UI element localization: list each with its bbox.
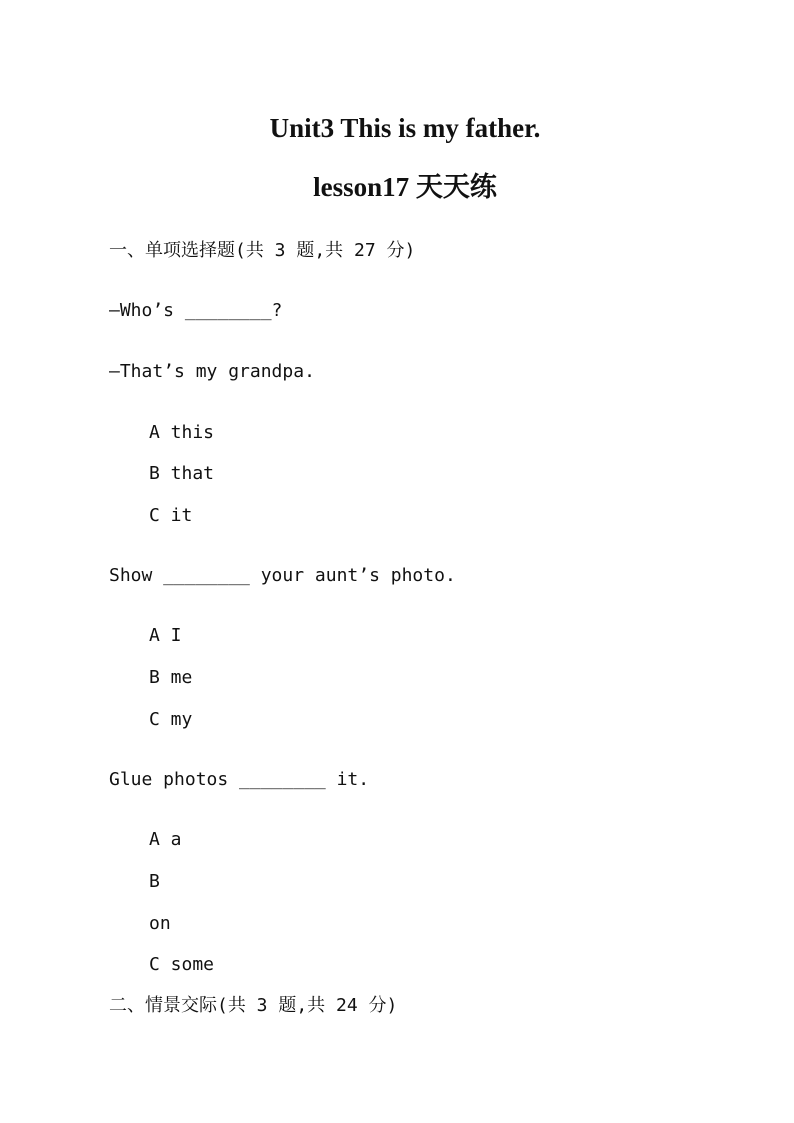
- question-2-option-b: B me: [149, 667, 193, 688]
- question-1-option-c: C it: [149, 505, 193, 526]
- question-1-line-1: —Who’s ________?: [109, 300, 283, 321]
- question-3-option-c: C some: [149, 954, 215, 975]
- page-title: Unit3 This is my father.: [269, 113, 541, 143]
- question-2-option-c: C my: [149, 709, 193, 730]
- question-2-option-a: A I: [149, 625, 182, 646]
- question-3-option-b: B: [149, 871, 160, 892]
- question-3-option-b-continued: on: [149, 913, 171, 934]
- question-3-option-a: A a: [149, 829, 182, 850]
- question-1-option-a: A this: [149, 422, 215, 443]
- question-3-line-1: Glue photos ________ it.: [109, 769, 370, 790]
- section-heading-1: 一、单项选择题(共 3 题,共 27 分): [109, 240, 416, 261]
- lesson-subtitle: lesson17 天天练: [313, 172, 497, 202]
- section-heading-2: 二、情景交际(共 3 题,共 24 分): [109, 995, 398, 1016]
- question-2-line-1: Show ________ your aunt’s photo.: [109, 565, 456, 586]
- question-1-line-2: —That’s my grandpa.: [109, 361, 315, 382]
- question-1-option-b: B that: [149, 463, 215, 484]
